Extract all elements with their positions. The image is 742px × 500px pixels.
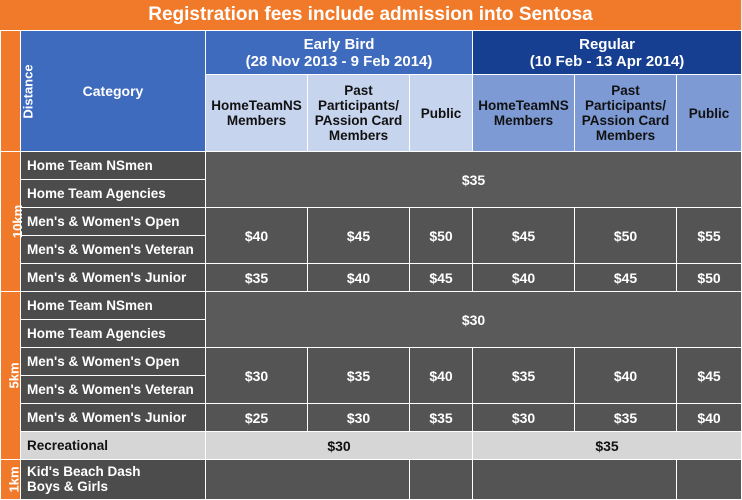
distance-kids: 1km xyxy=(1,460,21,500)
recreational-regular-fee: $35 xyxy=(473,432,742,460)
fee-cell: $40 xyxy=(575,348,677,404)
merged-fee-5km: $30 xyxy=(206,292,742,348)
fee-table xyxy=(0,30,742,500)
recreational-category: Recreational xyxy=(21,432,206,460)
table-row-category: Home Team NSmen xyxy=(21,292,206,320)
page-banner: Registration fees include admission into Sentosa xyxy=(0,0,741,30)
fee-cell xyxy=(473,460,677,500)
distance-header: Distance xyxy=(1,31,21,152)
table-row-category: Men's & Women's Junior xyxy=(21,264,206,292)
fee-cell xyxy=(410,460,473,500)
fee-cell: $35 xyxy=(473,348,575,404)
fee-cell: $45 xyxy=(473,208,575,264)
fee-cell: $40 xyxy=(206,208,308,264)
fee-cell: $45 xyxy=(575,264,677,292)
fee-cell: $40 xyxy=(677,404,742,432)
early-bird-header xyxy=(206,31,473,75)
fee-cell: $25 xyxy=(206,404,308,432)
fee-cell: $50 xyxy=(677,264,742,292)
kids-category-line1: Kid's Beach Dash xyxy=(27,464,141,479)
fee-cell: $35 xyxy=(308,348,410,404)
early-bird-title: Early Bird xyxy=(303,35,375,53)
fee-cell: $50 xyxy=(575,208,677,264)
fee-cell: $45 xyxy=(677,348,742,404)
table-row-category: Home Team NSmen xyxy=(21,152,206,180)
table-row-category: Home Team Agencies xyxy=(21,320,206,348)
distance-10km: 10km xyxy=(1,152,21,292)
fee-cell: $35 xyxy=(206,264,308,292)
fee-cell: $40 xyxy=(473,264,575,292)
fee-cell: $30 xyxy=(308,404,410,432)
category-header: Category xyxy=(21,31,206,152)
early-bird-dates: (28 Nov 2013 - 9 Feb 2014) xyxy=(245,52,433,70)
table-row-category: Men's & Women's Open xyxy=(21,208,206,236)
reg-col-hometeam: HomeTeamNS Members xyxy=(473,75,575,152)
fee-cell: $45 xyxy=(410,264,473,292)
regular-header xyxy=(473,31,742,75)
table-row-category: Men's & Women's Junior xyxy=(21,404,206,432)
fee-cell xyxy=(677,460,742,500)
reg-col-public: Public xyxy=(677,75,742,152)
regular-dates: (10 Feb - 13 Apr 2014) xyxy=(529,52,685,70)
fee-cell: $50 xyxy=(410,208,473,264)
table-row-category: Home Team Agencies xyxy=(21,180,206,208)
fee-cell: $30 xyxy=(473,404,575,432)
fee-cell: $45 xyxy=(308,208,410,264)
fee-cell: $55 xyxy=(677,208,742,264)
fee-cell: $35 xyxy=(410,404,473,432)
kids-category-line2: Boys & Girls xyxy=(27,479,109,494)
merged-fee-10km: $35 xyxy=(206,152,742,208)
reg-col-past: Past Participants/ PAssion Card Members xyxy=(575,75,677,152)
table-row-category: Men's & Women's Veteran xyxy=(21,376,206,404)
fee-cell xyxy=(206,460,410,500)
fee-cell: $35 xyxy=(575,404,677,432)
table-row-category: Men's & Women's Open xyxy=(21,348,206,376)
fee-cell: $40 xyxy=(410,348,473,404)
eb-col-public: Public xyxy=(410,75,473,152)
eb-col-past: Past Participants/ PAssion Card Members xyxy=(308,75,410,152)
fee-cell: $30 xyxy=(206,348,308,404)
kids-category xyxy=(21,460,206,500)
distance-5km: 5km xyxy=(1,292,21,460)
recreational-early-bird-fee: $30 xyxy=(206,432,473,460)
table-row-category: Men's & Women's Veteran xyxy=(21,236,206,264)
fee-cell: $40 xyxy=(308,264,410,292)
regular-title: Regular xyxy=(579,35,635,53)
eb-col-hometeam: HomeTeamNS Members xyxy=(206,75,308,152)
